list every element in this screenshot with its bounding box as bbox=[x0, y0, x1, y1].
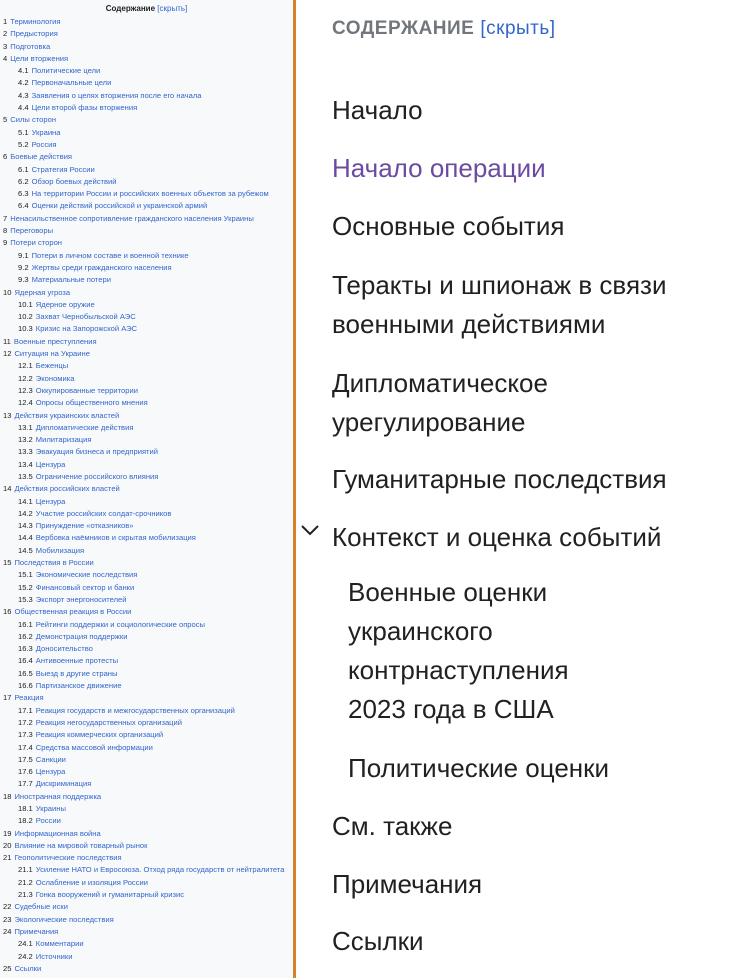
toc-item-label[interactable]: Ослабление и изоляция России bbox=[35, 877, 149, 887]
toc-hide-link[interactable]: [скрыть] bbox=[157, 4, 188, 13]
toc-item-number: 13.1 bbox=[18, 422, 33, 432]
toc-item-number: 13.3 bbox=[18, 447, 33, 457]
toc-item-label[interactable]: Потери в личном составе и военной технике bbox=[31, 250, 189, 260]
toc-item-number: 18 bbox=[3, 791, 12, 801]
toc-item[interactable] bbox=[0, 803, 293, 815]
toc-item-number: 4.4 bbox=[18, 103, 29, 113]
toc-subsection-link[interactable]: украинского bbox=[348, 616, 493, 646]
toc-item-label[interactable]: Цели второй фазы вторжения bbox=[31, 103, 138, 113]
toc-item-number: 14.2 bbox=[18, 508, 33, 518]
toc-item-label[interactable]: Последствия в России bbox=[14, 558, 94, 568]
toc-item-number: 3 bbox=[3, 41, 8, 51]
toc-item[interactable] bbox=[0, 225, 293, 237]
toc-section-link[interactable]: Ссылки bbox=[332, 926, 424, 956]
toc-item-label[interactable]: Действия украинских властей bbox=[14, 410, 120, 420]
toc-item-label[interactable]: Примечания bbox=[14, 926, 59, 936]
toc-item[interactable] bbox=[0, 77, 293, 89]
toc-item-label[interactable]: Партизанское движение bbox=[35, 681, 122, 691]
toc-item[interactable] bbox=[0, 643, 293, 655]
toc-item[interactable] bbox=[0, 594, 293, 606]
toc-item-number: 2 bbox=[3, 29, 8, 39]
toc-item[interactable] bbox=[0, 901, 293, 913]
toc-item[interactable] bbox=[0, 582, 293, 594]
toc-section-link[interactable]: урегулирование bbox=[332, 407, 526, 437]
toc-item[interactable] bbox=[0, 914, 293, 926]
toc-item[interactable] bbox=[0, 90, 293, 102]
toc-item[interactable] bbox=[0, 864, 293, 876]
toc-item[interactable] bbox=[0, 139, 293, 151]
toc-item-label[interactable]: Принуждение «отказников» bbox=[35, 521, 134, 531]
toc-item[interactable] bbox=[0, 188, 293, 200]
toc-item[interactable] bbox=[0, 926, 293, 938]
toc-item-label[interactable]: Ограничение российского влияния bbox=[35, 471, 159, 481]
toc-item-number: 17.7 bbox=[18, 779, 33, 789]
toc-item-label[interactable]: Цели вторжения bbox=[10, 53, 69, 63]
toc-item-label[interactable]: Общественная реакция в России bbox=[14, 607, 132, 617]
toc-item[interactable] bbox=[0, 754, 293, 766]
toc-item-number: 17.3 bbox=[18, 730, 33, 740]
toc-item[interactable] bbox=[0, 299, 293, 311]
toc-item-label[interactable]: Судебные иски bbox=[14, 902, 68, 912]
toc-item-number: 5 bbox=[3, 115, 8, 125]
toc-list bbox=[0, 16, 293, 975]
toc-item[interactable] bbox=[0, 828, 293, 840]
toc-item-label[interactable]: Реакция государств и межгосударственных организаций bbox=[35, 705, 235, 715]
toc-item-number: 11 bbox=[3, 336, 11, 346]
toc-item[interactable] bbox=[0, 41, 293, 53]
toc-item-number: 16.2 bbox=[18, 631, 33, 641]
toc-subsection-link[interactable]: Политические оценки bbox=[348, 753, 610, 783]
toc-section-link[interactable]: военными действиями bbox=[332, 309, 606, 339]
toc-item[interactable] bbox=[0, 250, 293, 262]
toc-item-label[interactable]: Беженцы bbox=[35, 361, 69, 371]
toc-subsection-link[interactable]: контрнаступления bbox=[348, 655, 569, 685]
toc-item[interactable] bbox=[0, 705, 293, 717]
toc-item[interactable] bbox=[0, 434, 293, 446]
toc-item-number: 5.1 bbox=[18, 127, 29, 137]
toc-item-number: 12.2 bbox=[18, 373, 33, 383]
toc-item[interactable] bbox=[0, 569, 293, 581]
toc-item-label[interactable]: Комментарии bbox=[35, 939, 84, 949]
toc-item-number: 9 bbox=[3, 238, 8, 248]
vector-toc-header bbox=[332, 18, 556, 40]
toc-item-number: 9.3 bbox=[18, 275, 29, 285]
toc-item[interactable] bbox=[0, 127, 293, 139]
toc-item-number: 10.1 bbox=[18, 299, 33, 309]
toc-item[interactable] bbox=[0, 446, 293, 458]
toc-item-number: 10 bbox=[3, 287, 12, 297]
toc-item-number: 21.1 bbox=[18, 865, 33, 875]
toc-item-label[interactable]: Участие российских солдат-срочников bbox=[35, 508, 172, 518]
toc-item[interactable] bbox=[0, 483, 293, 495]
toc-item[interactable] bbox=[0, 877, 293, 889]
toc-item-number: 24.1 bbox=[18, 939, 33, 949]
toc-item[interactable] bbox=[0, 606, 293, 618]
toc-item[interactable] bbox=[0, 348, 293, 360]
toc-item-label[interactable]: Дискриминация bbox=[35, 779, 92, 789]
toc-item-label[interactable]: Эвакуация бизнеса и предприятий bbox=[35, 447, 159, 457]
toc-item-number: 12.3 bbox=[18, 385, 33, 395]
toc-item-number: 14.5 bbox=[18, 545, 33, 555]
toc-item[interactable] bbox=[0, 410, 293, 422]
toc-section-link[interactable]: Теракты и шпионаж в связи bbox=[332, 270, 667, 300]
toc-item[interactable] bbox=[0, 655, 293, 667]
toc-section-link[interactable]: Гуманитарные последствия bbox=[332, 464, 667, 494]
toc-item-label[interactable]: Антивоенные протесты bbox=[35, 656, 119, 666]
toc-item-label[interactable]: Кризис на Запорожской АЭС bbox=[35, 324, 138, 334]
toc-item-label[interactable]: Вербовка наёмников и скрытая мобилизация bbox=[35, 533, 196, 543]
toc-item-label[interactable]: Боевые действия bbox=[10, 152, 73, 162]
toc-item[interactable] bbox=[0, 951, 293, 963]
toc-item-label[interactable]: Силы сторон bbox=[10, 115, 57, 125]
toc-item-number: 1 bbox=[3, 17, 8, 26]
toc-item[interactable] bbox=[0, 852, 293, 864]
toc-item-number: 12 bbox=[3, 349, 12, 359]
toc-item[interactable] bbox=[0, 336, 293, 348]
toc-item[interactable] bbox=[0, 373, 293, 385]
toc-item[interactable] bbox=[0, 311, 293, 323]
toc-item[interactable] bbox=[0, 729, 293, 741]
toc-item[interactable] bbox=[0, 631, 293, 643]
toc-item-number: 17 bbox=[3, 693, 12, 703]
toc-item[interactable] bbox=[0, 151, 293, 163]
toc-item-label[interactable]: Информационная война bbox=[14, 828, 101, 838]
toc-item[interactable] bbox=[0, 557, 293, 569]
toc-item-number: 16.3 bbox=[18, 644, 33, 654]
toc-item-label[interactable]: Захват Чернобыльской АЭС bbox=[35, 312, 136, 322]
toc-item-number: 16 bbox=[3, 607, 12, 617]
chevron-down-icon[interactable] bbox=[299, 519, 321, 541]
toc-item-number: 12.4 bbox=[18, 398, 33, 408]
toc-item[interactable] bbox=[0, 496, 293, 508]
toc-item[interactable] bbox=[0, 766, 293, 778]
toc-item-number: 21.3 bbox=[18, 890, 33, 900]
toc-item-number: 4.3 bbox=[18, 90, 29, 100]
toc-item[interactable] bbox=[0, 53, 293, 65]
toc-item-number: 16.6 bbox=[18, 681, 33, 691]
toc-item-number: 22 bbox=[3, 902, 12, 912]
toc-item-label[interactable]: Демонстрация поддержки bbox=[35, 631, 128, 641]
toc-item[interactable] bbox=[0, 213, 293, 225]
toc-item-number: 25 bbox=[3, 963, 12, 973]
toc-item-number: 16.1 bbox=[18, 619, 33, 629]
toc-item-label[interactable]: Первоначальные цели bbox=[31, 78, 112, 88]
toc-item-label[interactable]: Потери сторон bbox=[10, 238, 62, 248]
toc-item-number: 15.1 bbox=[18, 570, 33, 580]
toc-section-link[interactable]: См. также bbox=[332, 811, 453, 841]
vector-toc-title: СОДЕРЖАНИЕ bbox=[332, 18, 475, 39]
toc-item-label[interactable]: Действия российских властей bbox=[14, 484, 120, 494]
toc-item-label[interactable]: Рейтинги поддержки и социологические опросы bbox=[35, 619, 206, 629]
toc-item[interactable] bbox=[0, 102, 293, 114]
toc-item[interactable] bbox=[0, 532, 293, 544]
toc-item-number: 9.2 bbox=[18, 262, 29, 272]
toc-item[interactable] bbox=[0, 28, 293, 40]
toc-item-label[interactable]: Терминология bbox=[10, 17, 61, 26]
toc-item-number: 6.4 bbox=[18, 201, 29, 211]
toc-item-number: 17.1 bbox=[18, 705, 33, 715]
toc-item-number: 16.4 bbox=[18, 656, 33, 666]
toc-item-number: 15.2 bbox=[18, 582, 33, 592]
toc-header bbox=[0, 2, 293, 16]
toc-item[interactable] bbox=[0, 274, 293, 286]
toc-item-number: 7 bbox=[3, 213, 8, 223]
toc-item-label[interactable]: Дипломатические действия bbox=[35, 422, 134, 432]
toc-item-label[interactable]: Доносительство bbox=[35, 644, 93, 654]
toc-item[interactable] bbox=[0, 508, 293, 520]
toc-item-label[interactable]: Гонка вооружений и гуманитарный кризис bbox=[35, 890, 184, 900]
toc-item-label[interactable]: Ссылки bbox=[14, 963, 42, 973]
toc-item-number: 20 bbox=[3, 840, 12, 850]
toc-item[interactable] bbox=[0, 65, 293, 77]
toc-item[interactable] bbox=[0, 742, 293, 754]
toc-item-number: 17.5 bbox=[18, 754, 33, 764]
toc-item-label[interactable]: Цензура bbox=[35, 496, 66, 506]
toc-item-label[interactable]: Ядерная угроза bbox=[14, 287, 71, 297]
toc-section-link[interactable]: Контекст и оценка событий bbox=[332, 522, 662, 552]
toc-item[interactable] bbox=[0, 520, 293, 532]
toc-item-label[interactable]: Средства массовой информации bbox=[35, 742, 153, 752]
toc-section-link-active[interactable]: Начало операции bbox=[332, 153, 546, 183]
toc-item[interactable] bbox=[0, 114, 293, 126]
toc-item-label[interactable]: Заявления о целях вторжения после его начала bbox=[31, 90, 202, 100]
toc-item-number: 15.3 bbox=[18, 594, 33, 604]
toc-item-number: 21 bbox=[3, 853, 12, 863]
toc-item-number: 17.4 bbox=[18, 742, 33, 752]
toc-item-label[interactable]: Обзор боевых действий bbox=[31, 176, 117, 186]
toc-item[interactable] bbox=[0, 262, 293, 274]
toc-item-number: 14.1 bbox=[18, 496, 33, 506]
toc-item[interactable] bbox=[0, 668, 293, 680]
toc-item-number: 23 bbox=[3, 914, 12, 924]
toc-item-number: 13.4 bbox=[18, 459, 33, 469]
toc-item-number: 8 bbox=[3, 226, 8, 236]
toc-item[interactable] bbox=[0, 237, 293, 249]
toc-item-label[interactable]: Реакция bbox=[14, 693, 44, 703]
classic-toc bbox=[0, 0, 293, 978]
toc-item-label[interactable]: Украина bbox=[31, 127, 61, 137]
toc-item-number: 4 bbox=[3, 53, 8, 63]
toc-item[interactable] bbox=[0, 889, 293, 901]
toc-item-label[interactable]: Реакция негосударственных организаций bbox=[35, 717, 183, 727]
toc-item-label[interactable]: Ядерное оружие bbox=[35, 299, 95, 309]
toc-item-number: 5.2 bbox=[18, 139, 29, 149]
toc-item[interactable] bbox=[0, 692, 293, 704]
toc-item-label[interactable]: Переговоры bbox=[10, 226, 54, 236]
toc-item-label[interactable]: Выезд в другие страны bbox=[35, 668, 118, 678]
toc-item-number: 24.2 bbox=[18, 951, 33, 961]
toc-item[interactable] bbox=[0, 619, 293, 631]
toc-item[interactable] bbox=[0, 778, 293, 790]
toc-item-number: 13.5 bbox=[18, 471, 33, 481]
toc-item-label[interactable]: Жертвы среди гражданского населения bbox=[31, 262, 172, 272]
toc-item-number: 6.3 bbox=[18, 189, 29, 199]
toc-item-label[interactable]: Влияние на мировой товарный рынок bbox=[14, 840, 148, 850]
toc-item[interactable] bbox=[0, 791, 293, 803]
toc-item-label[interactable]: Санкции bbox=[35, 754, 66, 764]
toc-item[interactable] bbox=[0, 840, 293, 852]
toc-item-label[interactable]: Экономические последствия bbox=[35, 570, 138, 580]
toc-section-link[interactable]: Примечания bbox=[332, 869, 483, 899]
toc-item-label[interactable]: Финансовый сектор и банки bbox=[35, 582, 135, 592]
toc-item-number: 13 bbox=[3, 410, 12, 420]
toc-item-number: 6 bbox=[3, 152, 8, 162]
toc-item-number: 9.1 bbox=[18, 250, 29, 260]
toc-item-label[interactable]: Стратегия России bbox=[31, 164, 95, 174]
toc-item-number: 17.6 bbox=[18, 767, 33, 777]
toc-item-number: 4.2 bbox=[18, 78, 29, 88]
toc-subsection-link[interactable]: 2023 года в США bbox=[348, 694, 554, 724]
toc-section-link[interactable]: Основные события bbox=[332, 211, 565, 241]
toc-item-number: 10.2 bbox=[18, 312, 33, 322]
toc-item-number: 18.2 bbox=[18, 816, 33, 826]
toc-item-label[interactable]: Украины bbox=[35, 804, 66, 813]
toc-item-label[interactable]: Россия bbox=[31, 139, 57, 149]
toc-item-number: 6.2 bbox=[18, 176, 29, 186]
toc-item[interactable] bbox=[0, 963, 293, 975]
toc-item-number: 24 bbox=[3, 926, 12, 936]
toc-item-number: 14 bbox=[3, 484, 12, 494]
toc-item-label[interactable]: Ненасильственное сопротивление гражданского населения Украины bbox=[10, 213, 254, 223]
toc-item[interactable] bbox=[0, 815, 293, 827]
toc-item-label[interactable]: Экологические последствия bbox=[14, 914, 114, 924]
toc-item-label[interactable]: Иностранная поддержка bbox=[14, 791, 102, 801]
toc-item-label[interactable]: Подготовка bbox=[10, 41, 51, 51]
toc-item-label[interactable]: Опросы общественного мнения bbox=[35, 398, 148, 408]
toc-item[interactable] bbox=[0, 323, 293, 335]
toc-item-number: 18.1 bbox=[18, 804, 33, 813]
toc-item-label[interactable]: Предыстория bbox=[10, 29, 58, 39]
toc-item[interactable] bbox=[0, 680, 293, 692]
toc-item-label[interactable]: Геополитические последствия bbox=[14, 853, 122, 863]
toc-item-label[interactable]: Реакция коммерческих организаций bbox=[35, 730, 164, 740]
toc-item[interactable] bbox=[0, 176, 293, 188]
toc-item-number: 14.4 bbox=[18, 533, 33, 543]
toc-item-label[interactable]: Цензура bbox=[35, 767, 66, 777]
toc-item-label[interactable]: Милитаризация bbox=[35, 435, 92, 445]
toc-item[interactable] bbox=[0, 360, 293, 372]
toc-item[interactable] bbox=[0, 471, 293, 483]
toc-item-label[interactable]: Экспорт энергоносителей bbox=[35, 594, 127, 604]
toc-section-link[interactable]: Дипломатическое bbox=[332, 368, 548, 398]
toc-item[interactable] bbox=[0, 717, 293, 729]
toc-item[interactable] bbox=[0, 16, 293, 28]
toc-item[interactable] bbox=[0, 422, 293, 434]
toc-item-label[interactable]: На территории России и российских военных объектов за рубежом bbox=[31, 189, 269, 199]
toc-item[interactable] bbox=[0, 200, 293, 212]
toc-item-number: 6.1 bbox=[18, 164, 29, 174]
toc-item-label[interactable]: Экономика bbox=[35, 373, 75, 383]
toc-item-number: 12.1 bbox=[18, 361, 33, 371]
toc-item-number: 13.2 bbox=[18, 435, 33, 445]
toc-item[interactable] bbox=[0, 545, 293, 557]
toc-item-label[interactable]: Цензура bbox=[35, 459, 66, 469]
toc-item-number: 16.5 bbox=[18, 668, 33, 678]
toc-item-number: 14.3 bbox=[18, 521, 33, 531]
toc-subsection-link[interactable]: Военные оценки bbox=[348, 577, 548, 607]
toc-item-label[interactable]: Усиление НАТО и Евросоюза. Отход ряда государств от нейтралитета bbox=[35, 865, 285, 875]
toc-item-label[interactable]: Мобилизация bbox=[35, 545, 85, 555]
toc-item-number: 10.3 bbox=[18, 324, 33, 334]
toc-item[interactable] bbox=[0, 397, 293, 409]
toc-item-label[interactable]: Оккупированные территории bbox=[35, 385, 138, 395]
toc-item-number: 15 bbox=[3, 558, 12, 568]
toc-item-label[interactable]: Источники bbox=[35, 951, 73, 961]
toc-item-number: 21.2 bbox=[18, 877, 33, 887]
toc-item-label[interactable]: Оценки действий российской и украинской армий bbox=[31, 201, 208, 211]
toc-item[interactable] bbox=[0, 938, 293, 950]
toc-section-link[interactable]: Начало bbox=[332, 95, 423, 125]
toc-item-label[interactable]: Политические цели bbox=[31, 66, 101, 76]
toc-item-label[interactable]: Военные преступления bbox=[13, 336, 97, 346]
toc-item-label[interactable]: Материальные потери bbox=[31, 275, 111, 285]
toc-item[interactable] bbox=[0, 459, 293, 471]
toc-item[interactable] bbox=[0, 287, 293, 299]
toc-item-number: 4.1 bbox=[18, 66, 29, 76]
toc-item-number: 17.2 bbox=[18, 717, 33, 727]
toc-title: Содержание bbox=[105, 4, 156, 13]
toc-item-label[interactable]: России bbox=[35, 816, 61, 826]
toc-item[interactable] bbox=[0, 385, 293, 397]
vector-toc-hide-link[interactable]: [скрыть] bbox=[480, 18, 556, 39]
toc-item-label[interactable]: Ситуация на Украине bbox=[14, 349, 90, 359]
toc-item-number: 19 bbox=[3, 828, 12, 838]
toc-item[interactable] bbox=[0, 164, 293, 176]
vector-toc bbox=[296, 0, 732, 978]
